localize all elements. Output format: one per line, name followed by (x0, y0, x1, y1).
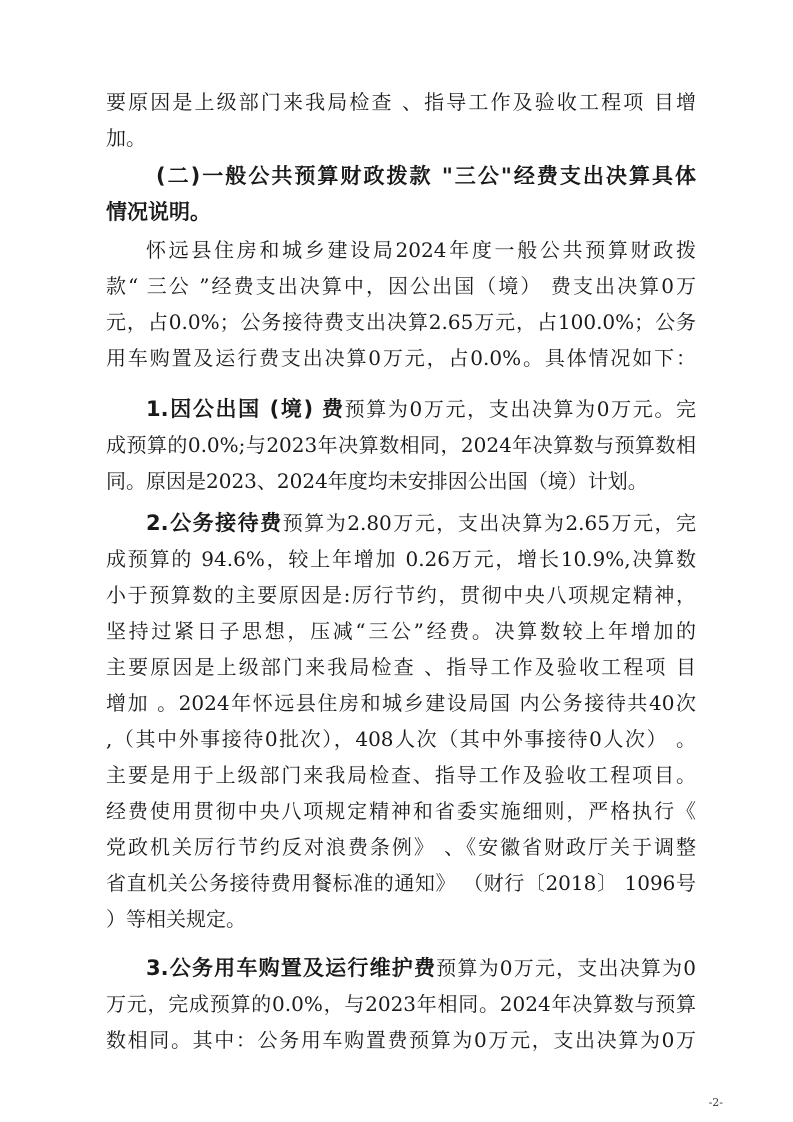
item-1-text: 预算为0万元，支出决算为0万元。完 (344, 397, 697, 421)
body-line: ,（其中外事接待0批次），408人次（其中外事接待0人次） 。 (106, 727, 696, 751)
body-line: 成预算的 94.6%，较上年增加 0.26万元，增长10.9%,决算数 (106, 547, 696, 571)
item-3-first-line (146, 950, 696, 986)
body-line: 主要是用于上级部门来我局检查、指导工作及验收工程项目。 (106, 763, 696, 787)
body-line: 款“ 三公 ”经费支出决算中，因公出国（境） 费支出决算0万 (106, 274, 696, 298)
body-line: 怀远县住房和城乡建设局2024年度一般公共预算财政拨 (146, 238, 696, 262)
body-line: 小于预算数的主要原因是:厉行节约，贯彻中央八项规定精神， (106, 583, 696, 607)
item-1-first-line (146, 391, 696, 427)
body-line: 经费使用贯彻中央八项规定精神和省委实施细则，严格执行《 (106, 799, 696, 823)
body-line: 要原因是上级部门来我局检查 、指导工作及验收工程项 目增 (106, 90, 696, 114)
body-line: 数相同。其中：公务用车购置费预算为0万元，支出决算为0万 (106, 1028, 696, 1052)
item-1-heading: 1.因公出国 (境) 费 (146, 397, 345, 421)
body-line: 坚持过紧日子思想，压减“三公”经费。决算数较上年增加的 (106, 619, 696, 643)
body-line: 党政机关厉行节约反对浪费条例》 、《安徽省财政厅关于调整 (106, 835, 696, 859)
section-heading: (二)一般公共预算财政拨款 "三公"经费支出决算具体 (156, 164, 696, 188)
item-2-heading: 2.公务接待费 (146, 511, 283, 535)
body-line: 省直机关公务接待费用餐标准的通知》 （财行〔2018〕 1096号 (106, 871, 696, 895)
page-number: -2- (708, 1096, 723, 1109)
body-line: 加。 (106, 126, 146, 150)
body-line: 成预算的0.0%;与2023年决算数相同，2024年决算数与预算数相 (106, 433, 696, 457)
item-3-text: 预算为0万元，支出决算为0 (436, 956, 696, 980)
item-2-text: 预算为2.80万元，支出决算为2.65万元，完 (282, 511, 696, 535)
body-line: 元，占0.0%；公务接待费支出决算2.65万元，占100.0%；公务 (106, 310, 696, 334)
item-2-first-line (146, 505, 696, 541)
body-line: 主要原因是上级部门来我局检查 、指导工作及验收工程项 目 (106, 655, 696, 679)
body-line: ）等相关规定。 (106, 907, 246, 931)
body-line: 用车购置及运行费支出决算0万元，占0.0%。具体情况如下： (106, 346, 696, 370)
body-line: 同。原因是2023、2024年度均未安排因公出国（境）计划。 (106, 469, 648, 493)
section-heading: 情况说明。 (106, 200, 211, 224)
body-line: 万元，完成预算的0.0%，与2023年相同。2024年决算数与预算 (106, 992, 696, 1016)
item-3-heading: 3.公务用车购置及运行维护费 (146, 956, 437, 980)
body-line: 增加 。2024年怀远县住房和城乡建设局国 内公务接待共40次 (106, 691, 696, 715)
